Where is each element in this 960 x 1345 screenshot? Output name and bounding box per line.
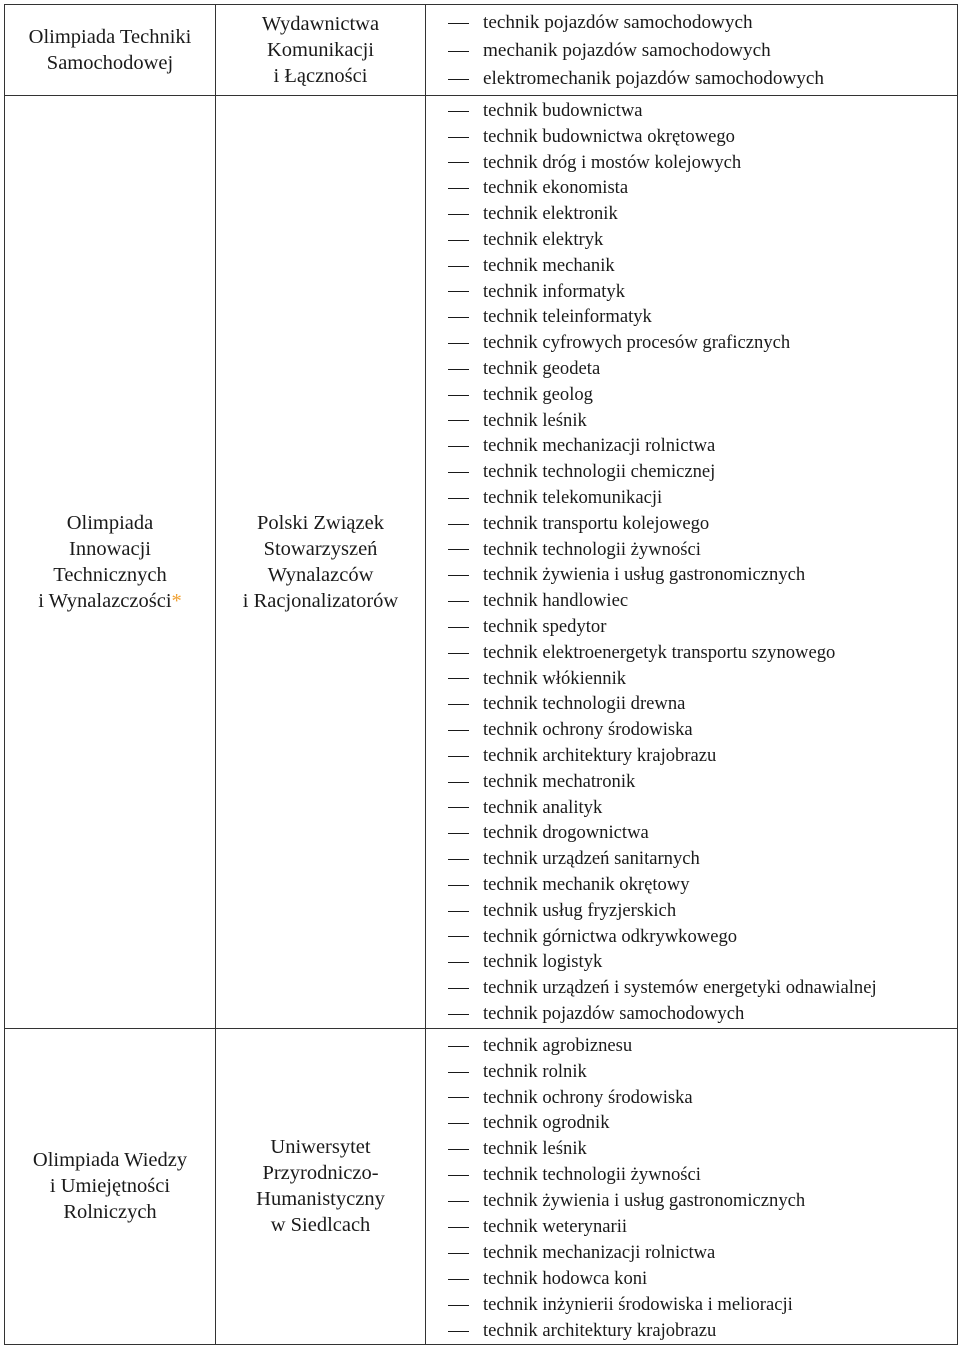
- olympiad-name-line: Rolniczych: [63, 1201, 157, 1224]
- profession-list-item: technik ogrodnik: [426, 1110, 953, 1136]
- profession-list-item: technik pojazdów samochodowych: [426, 9, 953, 37]
- table-row-olympiad-agriculture: [5, 1028, 958, 1344]
- profession-list-item: technik transportu kolejowego: [426, 511, 953, 537]
- olympiad-name-line: Olimpiada Wiedzy: [32, 1149, 188, 1172]
- profession-list-item: technik teleinformatyk: [426, 304, 953, 330]
- professions-list: [426, 96, 957, 1028]
- organizer-line: Przyrodniczo-: [262, 1162, 379, 1185]
- table-row-olympiad-automotive: [5, 5, 958, 96]
- profession-list-item: technik pojazdów samochodowych: [426, 1001, 953, 1027]
- profession-list-item: technik hodowca koni: [426, 1266, 953, 1292]
- olympiad-name-line: i Umiejętności: [49, 1175, 171, 1198]
- olympiad-name-cell: [5, 5, 216, 96]
- profession-list-item: technik logistyk: [426, 949, 953, 975]
- profession-list-item: technik technologii chemicznej: [426, 459, 953, 485]
- profession-list-item: technik telekomunikacji: [426, 485, 953, 511]
- profession-list-item: technik technologii drewna: [426, 691, 953, 717]
- organizer-line: Wynalazców: [267, 563, 374, 586]
- profession-list-item: technik ochrony środowiska: [426, 717, 953, 743]
- profession-list-item: technik informatyk: [426, 279, 953, 305]
- profession-list-item: technik geolog: [426, 382, 953, 408]
- profession-list-item: technik leśnik: [426, 1136, 953, 1162]
- organizer-line: Wydawnictwa: [261, 13, 380, 35]
- professions-cell: [426, 5, 958, 96]
- profession-list-item: technik elektronik: [426, 201, 953, 227]
- profession-list-item: technik elektroenergetyk transportu szynowego: [426, 640, 953, 666]
- profession-list-item: technik budownictwa okrętowego: [426, 124, 953, 150]
- organizer-line: Stowarzyszeń: [263, 537, 378, 560]
- olympiad-name-line: Innowacji: [69, 537, 151, 560]
- profession-list-item: technik agrobiznesu: [426, 1033, 953, 1059]
- profession-list-item: technik technologii żywności: [426, 1162, 953, 1188]
- profession-list-item: technik leśnik: [426, 408, 953, 434]
- organizer-line: w Siedlcach: [270, 1214, 371, 1237]
- organizer-cell: [216, 5, 426, 96]
- organizer-line: Komunikacji: [266, 39, 375, 61]
- profession-list-item: technik inżynierii środowiska i melioracji: [426, 1292, 953, 1318]
- profession-list-item: technik budownictwa: [426, 98, 953, 124]
- profession-list-item: technik włókiennik: [426, 666, 953, 692]
- profession-list-item: technik rolnik: [426, 1059, 953, 1085]
- olympiad-name-line: i Wynalazczości: [38, 589, 172, 612]
- profession-list-item: technik drogownictwa: [426, 820, 953, 846]
- footnote-marker: *: [171, 589, 182, 612]
- table-row-olympiad-innovation: [5, 96, 958, 1029]
- profession-list-item: technik cyfrowych procesów graficznych: [426, 330, 953, 356]
- profession-list-item: technik technologii żywności: [426, 537, 953, 563]
- profession-list-item: technik mechanizacji rolnictwa: [426, 433, 953, 459]
- olympiad-name-line: Samochodowej: [46, 52, 174, 74]
- profession-list-item: technik górnictwa odkrywkowego: [426, 924, 953, 950]
- profession-list-item: mechanik pojazdów samochodowych: [426, 37, 953, 65]
- profession-list-item: technik urządzeń i systemów energetyki odnawialnej: [426, 975, 953, 1001]
- organizer-line: Humanistyczny: [256, 1188, 385, 1211]
- professions-list: [426, 5, 957, 95]
- profession-list-item: technik spedytor: [426, 614, 953, 640]
- profession-list-item: technik mechanizacji rolnictwa: [426, 1240, 953, 1266]
- profession-list-item: technik mechatronik: [426, 769, 953, 795]
- olympiad-name-line: Olimpiada Techniki: [28, 26, 192, 48]
- profession-list-item: technik geodeta: [426, 356, 953, 382]
- profession-list-item: technik żywienia i usług gastronomicznych: [426, 562, 953, 588]
- olympiad-name-line: Olimpiada: [66, 511, 154, 534]
- professions-list: [426, 1029, 957, 1344]
- organizer-line: i Łączności: [273, 65, 368, 87]
- organizer-line: Uniwersytet: [270, 1136, 371, 1159]
- olympiad-name-line: Technicznych: [53, 563, 167, 586]
- profession-list-item: technik analityk: [426, 795, 953, 821]
- profession-list-item: technik usług fryzjerskich: [426, 898, 953, 924]
- profession-list-item: elektromechanik pojazdów samochodowych: [426, 65, 953, 93]
- profession-list-item: technik ekonomista: [426, 175, 953, 201]
- professions-cell: [426, 1028, 958, 1344]
- organizer-line: i Racjonalizatorów: [242, 589, 399, 612]
- profession-list-item: technik urządzeń sanitarnych: [426, 846, 953, 872]
- profession-list-item: technik ochrony środowiska: [426, 1085, 953, 1111]
- olympiad-name-cell: [5, 96, 216, 1029]
- profession-list-item: technik weterynarii: [426, 1214, 953, 1240]
- profession-list-item: technik dróg i mostów kolejowych: [426, 150, 953, 176]
- organizer-line: Polski Związek: [257, 511, 384, 534]
- profession-list-item: technik architektury krajobrazu: [426, 743, 953, 769]
- profession-list-item: technik mechanik okrętowy: [426, 872, 953, 898]
- olympiad-name-cell: [5, 1028, 216, 1344]
- profession-list-item: technik żywienia i usług gastronomicznych: [426, 1188, 953, 1214]
- organizer-cell: [216, 1028, 426, 1344]
- organizer-cell: [216, 96, 426, 1029]
- profession-list-item: technik handlowiec: [426, 588, 953, 614]
- professions-cell: [426, 96, 958, 1029]
- profession-list-item: technik architektury krajobrazu: [426, 1318, 953, 1344]
- profession-list-item: technik mechanik: [426, 253, 953, 279]
- profession-list-item: technik elektryk: [426, 227, 953, 253]
- olympiad-table: [4, 4, 958, 1345]
